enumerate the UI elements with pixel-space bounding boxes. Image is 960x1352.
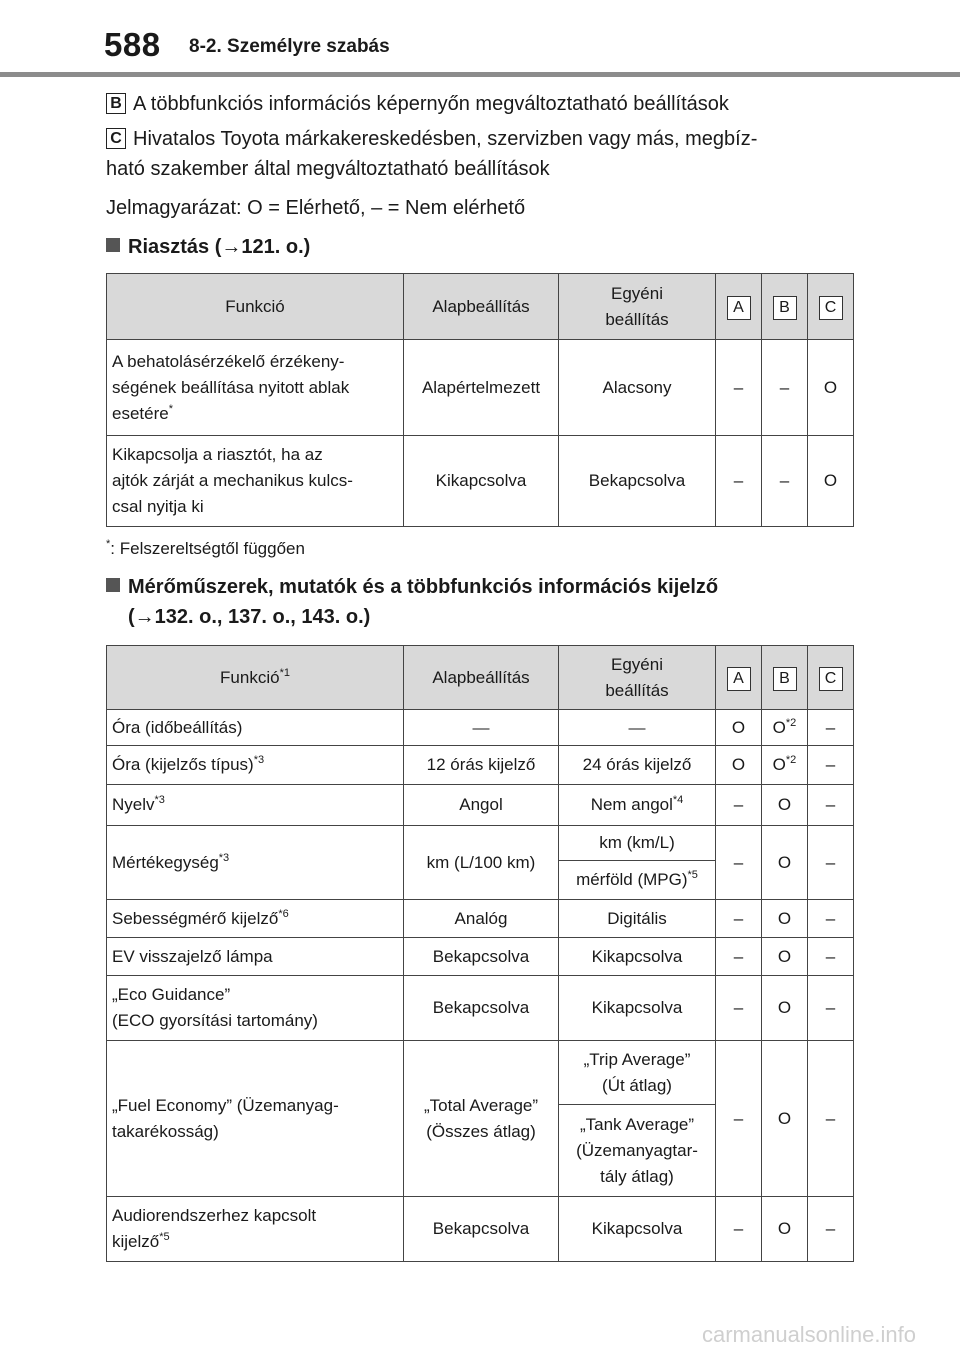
section2-heading: Mérőműszerek, mutatók és a többfunkciós információs kijelző (→132. o., 137. o., 143. o.)	[106, 572, 718, 632]
section1-ref: 121. o.)	[241, 236, 311, 258]
table-row: Sebességmérő kijelző$^{*6}$ Analóg Digitális – O –	[107, 900, 854, 938]
default-cell: Kikapcsolva	[404, 436, 559, 527]
col-default: Alapbeállítás	[404, 646, 559, 710]
section-title: 8-2. Személyre szabás	[189, 36, 390, 57]
b-cell: –	[762, 436, 808, 527]
arrow-icon: →	[221, 236, 242, 258]
square-bullet-icon	[106, 578, 120, 592]
table-row: Óra (kijelzős típus)$^{*3}$ 12 órás kijelző 24 órás kijelző O $O^{*2}$ –	[107, 746, 854, 785]
table-row	[107, 436, 854, 527]
col-default: Alapbeállítás	[404, 274, 559, 340]
default-cell: Alapértelmezett	[404, 340, 559, 436]
col-b	[762, 646, 808, 710]
arrow-icon: →	[134, 606, 155, 628]
col-b	[762, 274, 808, 340]
c-cell: O	[808, 436, 854, 527]
function-cell: Kikapcsolja a riasztót, ha az ajtók zárját a mechanikus kulcs- csal nyitja ki	[107, 436, 404, 527]
a-cell: –	[716, 436, 762, 527]
col-c	[808, 274, 854, 340]
table-row	[107, 340, 854, 436]
section1-heading	[106, 232, 310, 262]
table-row: Mértékegység$^{*3}$ km (L/100 km) km (km/L) – O –	[107, 826, 854, 861]
col-a	[716, 646, 762, 710]
col-custom: Egyéni beállítás	[559, 646, 716, 710]
watermark: carmanualsonline.info	[701, 1322, 916, 1347]
table-row: Óra (időbeállítás) ⎯⎯ ⎯⎯ O $O^{*2}$ –	[107, 710, 854, 746]
display-table	[106, 645, 854, 1262]
c-box: C	[819, 296, 843, 320]
table-row: Nyelv$^{*3}$ Angol Nem angol$^{*4}$ – O –	[107, 785, 854, 826]
table-row: „Tank Average” (Üzemanyagtar- tály átlag)	[107, 1105, 854, 1197]
table-row: „Eco Guidance” (ECO gyorsítási tartomány) Bekapcsolva Kikapcsolva – O –	[107, 976, 854, 1041]
header-rule	[0, 72, 960, 77]
b-box: B	[773, 667, 797, 691]
page-number: 588	[104, 26, 161, 63]
a-box: A	[727, 667, 751, 691]
b-box: B	[106, 93, 126, 114]
table-row: Audiorendszerhez kapcsolt kijelző$^{*5}$ Bekapcsolva Kikapcsolva – O –	[107, 1197, 854, 1262]
b-cell: –	[762, 340, 808, 436]
legend-c-text: Hivatalos Toyota márkakereskedésben, szervizben vagy más, megbíz-	[133, 128, 758, 150]
table-header-row	[107, 646, 854, 710]
col-a	[716, 274, 762, 340]
legend-key: Jelmagyarázat: O = Elérhető, – = Nem elérhető	[106, 197, 526, 219]
alarm-table	[106, 273, 854, 527]
footnote: *: Felszereltségtől függően	[106, 538, 305, 558]
a-box: A	[727, 296, 751, 320]
legend-b-text: A többfunkciós információs képernyőn megváltoztatható beállítások	[133, 93, 729, 115]
c-box: C	[819, 667, 843, 691]
legend-c	[106, 124, 866, 184]
table-row: EV visszajelző lámpa Bekapcsolva Kikapcsolva – O –	[107, 938, 854, 976]
section2-title: Mérőműszerek, mutatók és a többfunkciós információs kijelző	[128, 576, 719, 598]
legend-b	[106, 89, 866, 119]
custom-cell: Bekapcsolva	[559, 436, 716, 527]
col-custom: Egyéni beállítás	[559, 274, 716, 340]
a-cell: –	[716, 340, 762, 436]
square-bullet-icon	[106, 238, 120, 252]
table-header-row	[107, 274, 854, 340]
b-box: B	[773, 296, 797, 320]
custom-cell: Alacsony	[559, 340, 716, 436]
col-function: Funkció	[107, 274, 404, 340]
legend-c-text-2: ható szakember által megváltoztatható beállítások	[106, 158, 550, 180]
table-row: „Fuel Economy” (Üzemanyag- takarékosság) „Total Average” (Összes átlag) „Trip Average” (Út átlag) – O –	[107, 1041, 854, 1105]
page-header	[0, 0, 960, 80]
col-c	[808, 646, 854, 710]
section2-ref: 132. o., 137. o., 143. o.)	[154, 606, 371, 628]
table-row: mérföld (MPG)$^{*5}$	[107, 861, 854, 900]
function-cell: A behatolásérzékelő érzékeny- ségének beállítása nyitott ablak esetére*	[107, 340, 404, 436]
col-function: Funkció$^{*1}$	[107, 646, 404, 710]
section1-title: Riasztás (	[128, 236, 222, 258]
c-box: C	[106, 128, 126, 149]
c-cell: O	[808, 340, 854, 436]
